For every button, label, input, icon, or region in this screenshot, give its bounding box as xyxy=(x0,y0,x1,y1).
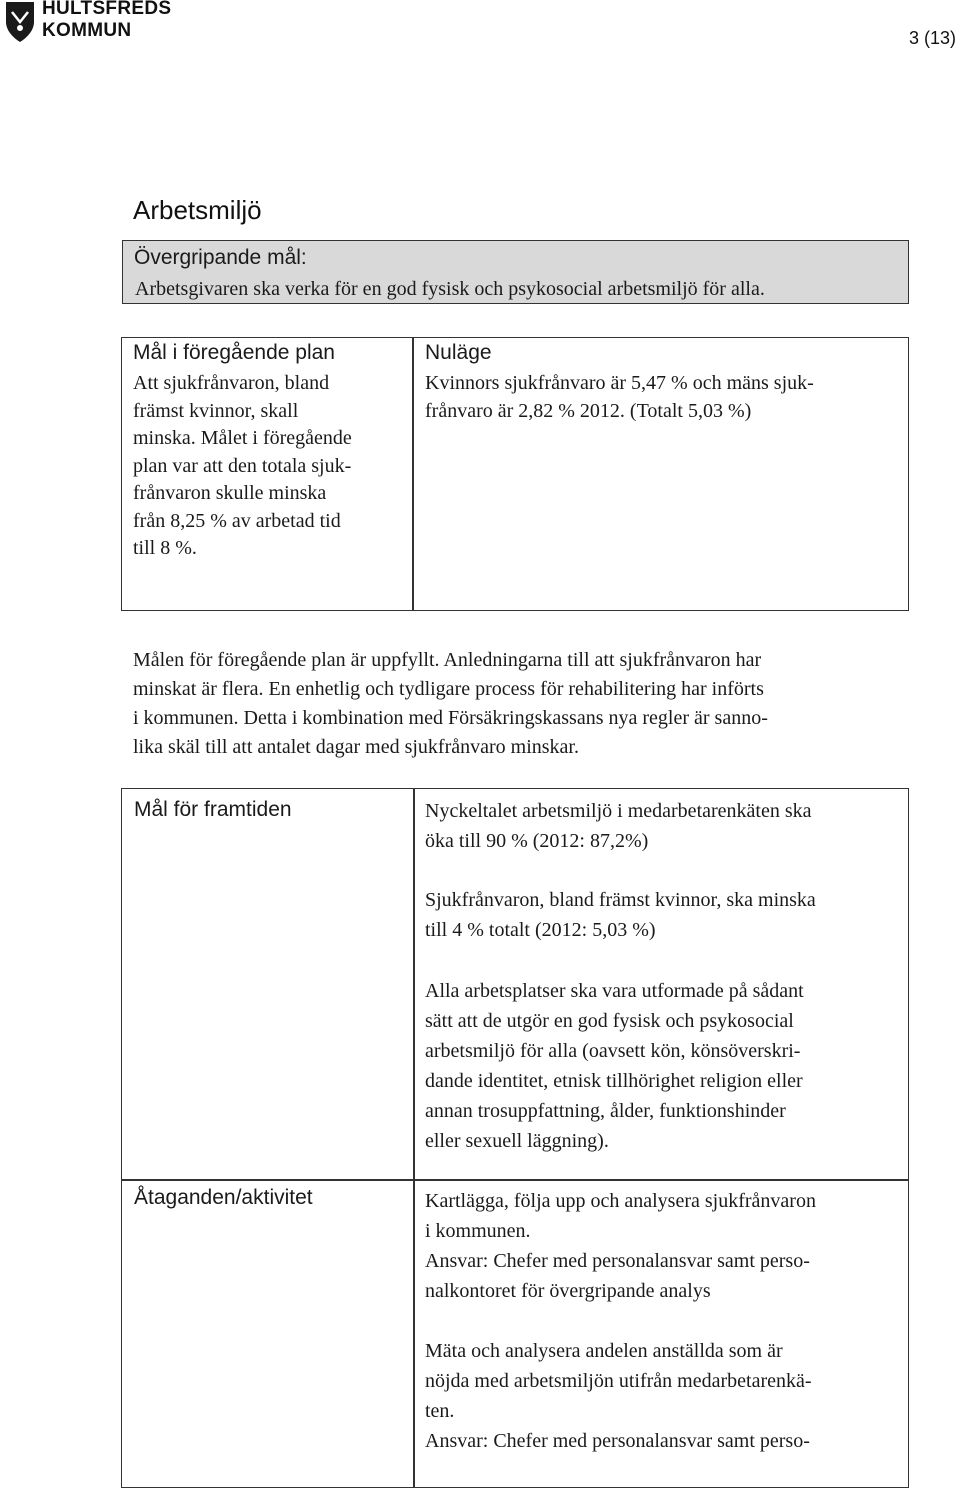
text-line: öka till 90 % (2012: 87,2%) xyxy=(425,830,649,852)
text-line: i kommunen. xyxy=(425,1220,531,1242)
text-line: från 8,25 % av arbetad tid xyxy=(133,509,341,532)
column-divider xyxy=(413,789,415,1487)
activity-1 xyxy=(425,1186,905,1306)
text-line: plan var att den totala sjuk- xyxy=(133,454,352,477)
future-goal-3 xyxy=(425,976,905,1156)
crest-icon xyxy=(2,0,38,46)
current-status-heading: Nuläge xyxy=(425,341,492,364)
current-status-text xyxy=(425,370,814,425)
logo xyxy=(2,0,192,48)
text-line: Ansvar: Chefer med personalansvar samt perso- xyxy=(425,1250,810,1272)
text-line: arbetsmiljö för alla (oavsett kön, könsöverskri- xyxy=(425,1040,801,1062)
section-title: Arbetsmiljö xyxy=(133,195,262,225)
text-line: annan trosuppfattning, ålder, funktionshinder xyxy=(425,1100,786,1122)
text-line: Nyckeltalet arbetsmiljö i medarbetarenkäten ska xyxy=(425,800,812,822)
text-line: Mäta och analysera andelen anställda som är xyxy=(425,1340,783,1362)
text-line: sätt att de utgör en god fysisk och psykosocial xyxy=(425,1010,794,1032)
text-line: frånvaron skulle minska xyxy=(133,482,327,504)
logo-line-2: KOMMUN xyxy=(42,20,132,41)
row-divider xyxy=(122,1179,908,1181)
text-line: minskat är flera. En enhetlig och tydligare process för rehabilitering har införts xyxy=(133,678,764,700)
text-line: till 8 %. xyxy=(133,537,197,559)
future-goal-2 xyxy=(425,885,905,945)
text-line: främst kvinnor, skall xyxy=(133,399,299,422)
overall-goal-text: Arbetsgivaren ska verka för en god fysisk och psykosocial arbetsmiljö för alla. xyxy=(135,278,765,300)
column-divider xyxy=(412,338,414,610)
text-line: ten. xyxy=(425,1400,455,1422)
text-line: Målen för föregående plan är uppfyllt. Anledningarna till att sjukfrånvaron har xyxy=(133,649,762,671)
future-goal-1 xyxy=(425,796,905,856)
future-goals-table xyxy=(121,788,909,1488)
activities-heading: Åtaganden/aktivitet xyxy=(134,1186,313,1209)
overall-goal-box xyxy=(122,240,909,304)
text-line: Alla arbetsplatser ska vara utformade på sådant xyxy=(425,980,804,1002)
text-line: nöjda med arbetsmiljön utifrån medarbetarenkä- xyxy=(425,1370,812,1392)
page-number: 3 (13) xyxy=(908,28,956,48)
text-line: minska. Målet i föregående xyxy=(133,427,352,449)
text-line: Ansvar: Chefer med personalansvar samt perso- xyxy=(425,1430,810,1452)
text-line: till 4 % totalt (2012: 5,03 %) xyxy=(425,919,656,941)
text-line: Kvinnors sjukfrånvaro är 5,47 % och mäns sjuk- xyxy=(425,372,814,394)
status-paragraph xyxy=(133,646,903,762)
previous-goal-text xyxy=(133,370,352,563)
text-line: Att sjukfrånvaron, bland xyxy=(133,372,330,394)
text-line: i kommunen. Detta i kombination med Försäkringskassans nya regler är sanno- xyxy=(133,707,768,729)
text-line: Kartlägga, följa upp och analysera sjukfrånvaron xyxy=(425,1190,816,1212)
logo-wordmark xyxy=(42,0,171,42)
text-line: lika skäl till att antalet dagar med sjukfrånvaro minskar. xyxy=(133,736,579,758)
text-line: frånvaro är 2,82 % 2012. (Totalt 5,03 %) xyxy=(425,399,752,422)
text-line: dande identitet, etnisk tillhörighet religion eller xyxy=(425,1070,803,1092)
activity-2 xyxy=(425,1336,905,1456)
text-line: Sjukfrånvaron, bland främst kvinnor, ska minska xyxy=(425,889,816,911)
text-line: nalkontoret för övergripande analys xyxy=(425,1280,711,1302)
previous-goal-table xyxy=(121,337,909,611)
logo-line-1: HULTSFREDS xyxy=(42,0,172,19)
future-goals-heading: Mål för framtiden xyxy=(134,798,292,821)
text-line: eller sexuell läggning). xyxy=(425,1130,609,1152)
overall-goal-heading: Övergripande mål: xyxy=(134,246,307,269)
previous-goal-heading: Mål i föregående plan xyxy=(133,341,335,364)
